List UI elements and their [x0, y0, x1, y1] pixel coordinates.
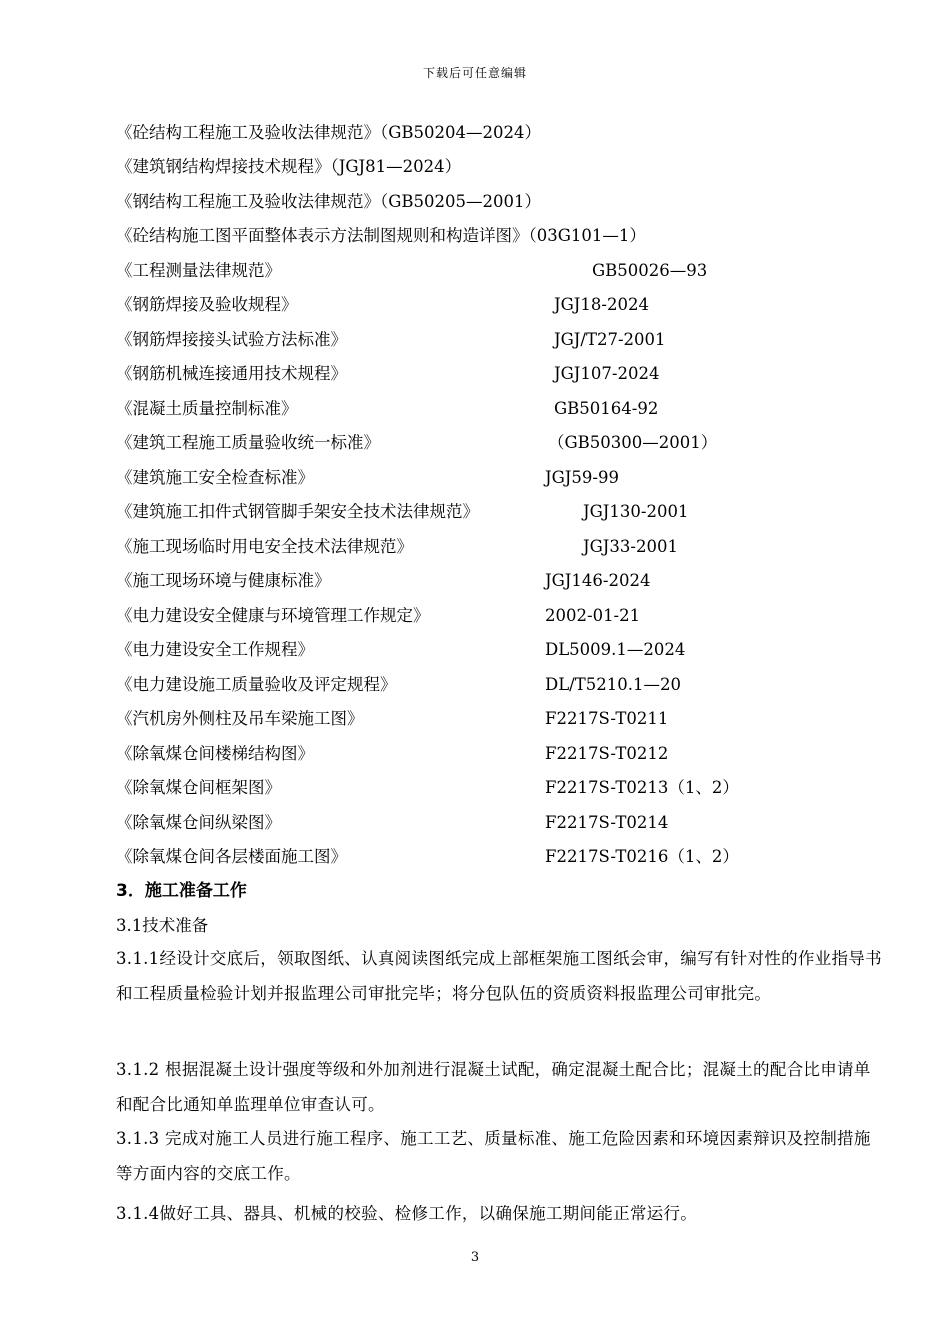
standard-name: 《施工现场临时用电安全技术法律规范》: [116, 537, 413, 556]
standard-code: 2002-01-21: [545, 606, 641, 625]
standard-code: F2217S-T0211: [545, 709, 669, 728]
standard-name: 《除氧煤仓间楼梯结构图》: [116, 744, 314, 763]
standard-code: JGJ33-2001: [583, 537, 678, 556]
standard-code: F2217S-T0216（1、2）: [545, 847, 739, 866]
standard-code: DL5009.1—2024: [545, 640, 686, 659]
standard-name: 《电力建设安全工作规程》: [116, 640, 314, 659]
standard-code: JGJ18-2024: [554, 295, 649, 314]
subsection-heading: 3.1技术准备: [116, 916, 209, 935]
standard-code: F2217S-T0212: [545, 744, 669, 763]
standard-code: DL/T5210.1—20: [545, 675, 681, 694]
page-header: 下载后可任意编辑: [422, 66, 527, 80]
standard-name: 《建筑钢结构焊接技术规程》（JGJ81—2024）: [116, 157, 462, 176]
standard-name: 《工程测量法律规范》: [116, 261, 281, 280]
paragraph-3-1-4: 3.1.4做好工具、器具、机械的校验、检修工作，以确保施工期间能正常运行。: [116, 1204, 698, 1223]
standard-name: 《钢筋机械连接通用技术规程》: [116, 364, 347, 383]
standard-name: 《除氧煤仓间纵梁图》: [116, 813, 281, 832]
standard-name: 《电力建设安全健康与环境管理工作规定》: [116, 606, 430, 625]
standard-name: 《钢筋焊接及验收规程》: [116, 295, 298, 314]
paragraph-3-1-1: 3.1.1经设计交底后，领取图纸、认真阅读图纸完成上部框架施工图纸会审，编写有针对性的作业指导书和工程质量检验计划并报监理公司审批完毕；将分包队伍的资质资料报监理公司审批完。: [116, 949, 882, 1003]
standard-name: 《电力建设施工质量验收及评定规程》: [116, 675, 397, 694]
standard-name: 《钢结构工程施工及验收法律规范》（GB50205—2001）: [116, 192, 542, 211]
standard-code: F2217S-T0214: [545, 813, 669, 832]
standard-name: 《除氧煤仓间框架图》: [116, 778, 281, 797]
standard-code: （GB50300—2001）: [548, 433, 718, 452]
standard-code: JGJ/T27-2001: [554, 330, 666, 349]
standard-name: 《钢筋焊接接头试验方法标准》: [116, 330, 347, 349]
standard-code: JGJ107-2024: [554, 364, 660, 383]
standard-name: 《砼结构工程施工及验收法律规范》（GB50204—2024）: [116, 123, 542, 142]
page-number: 3: [470, 1250, 480, 1265]
standard-name: 《汽机房外侧柱及吊车梁施工图》: [116, 709, 364, 728]
standard-code: GB50026—93: [592, 261, 708, 280]
paragraph-3-1-2: 3.1.2 根据混凝土设计强度等级和外加剂进行混凝土试配，确定混凝土配合比；混凝土的配合比申请单和配合比通知单监理单位审查认可。: [116, 1060, 871, 1114]
standard-name: 《建筑工程施工质量验收统一标准》: [116, 433, 380, 452]
standard-name: 《除氧煤仓间各层楼面施工图》: [116, 847, 347, 866]
standard-code: JGJ130-2001: [583, 502, 689, 521]
section-heading: 3．施工准备工作: [116, 881, 247, 901]
standard-code: JGJ59-99: [545, 468, 619, 487]
standard-name: 《砼结构施工图平面整体表示方法制图规则和构造详图》（03G101—1）: [116, 226, 646, 245]
standard-code: GB50164-92: [554, 399, 659, 418]
standard-code: JGJ146-2024: [545, 571, 651, 590]
standard-name: 《混凝土质量控制标准》: [116, 399, 298, 418]
standard-code: F2217S-T0213（1、2）: [545, 778, 739, 797]
standard-name: 《施工现场环境与健康标准》: [116, 571, 331, 590]
paragraph-3-1-3: 3.1.3 完成对施工人员进行施工程序、施工工艺、质量标准、施工危险因素和环境因素辩识及控制措施等方面内容的交底工作。: [116, 1129, 871, 1183]
standard-name: 《建筑施工扣件式钢管脚手架安全技术法律规范》: [116, 502, 479, 521]
standard-name: 《建筑施工安全检查标准》: [116, 468, 314, 487]
